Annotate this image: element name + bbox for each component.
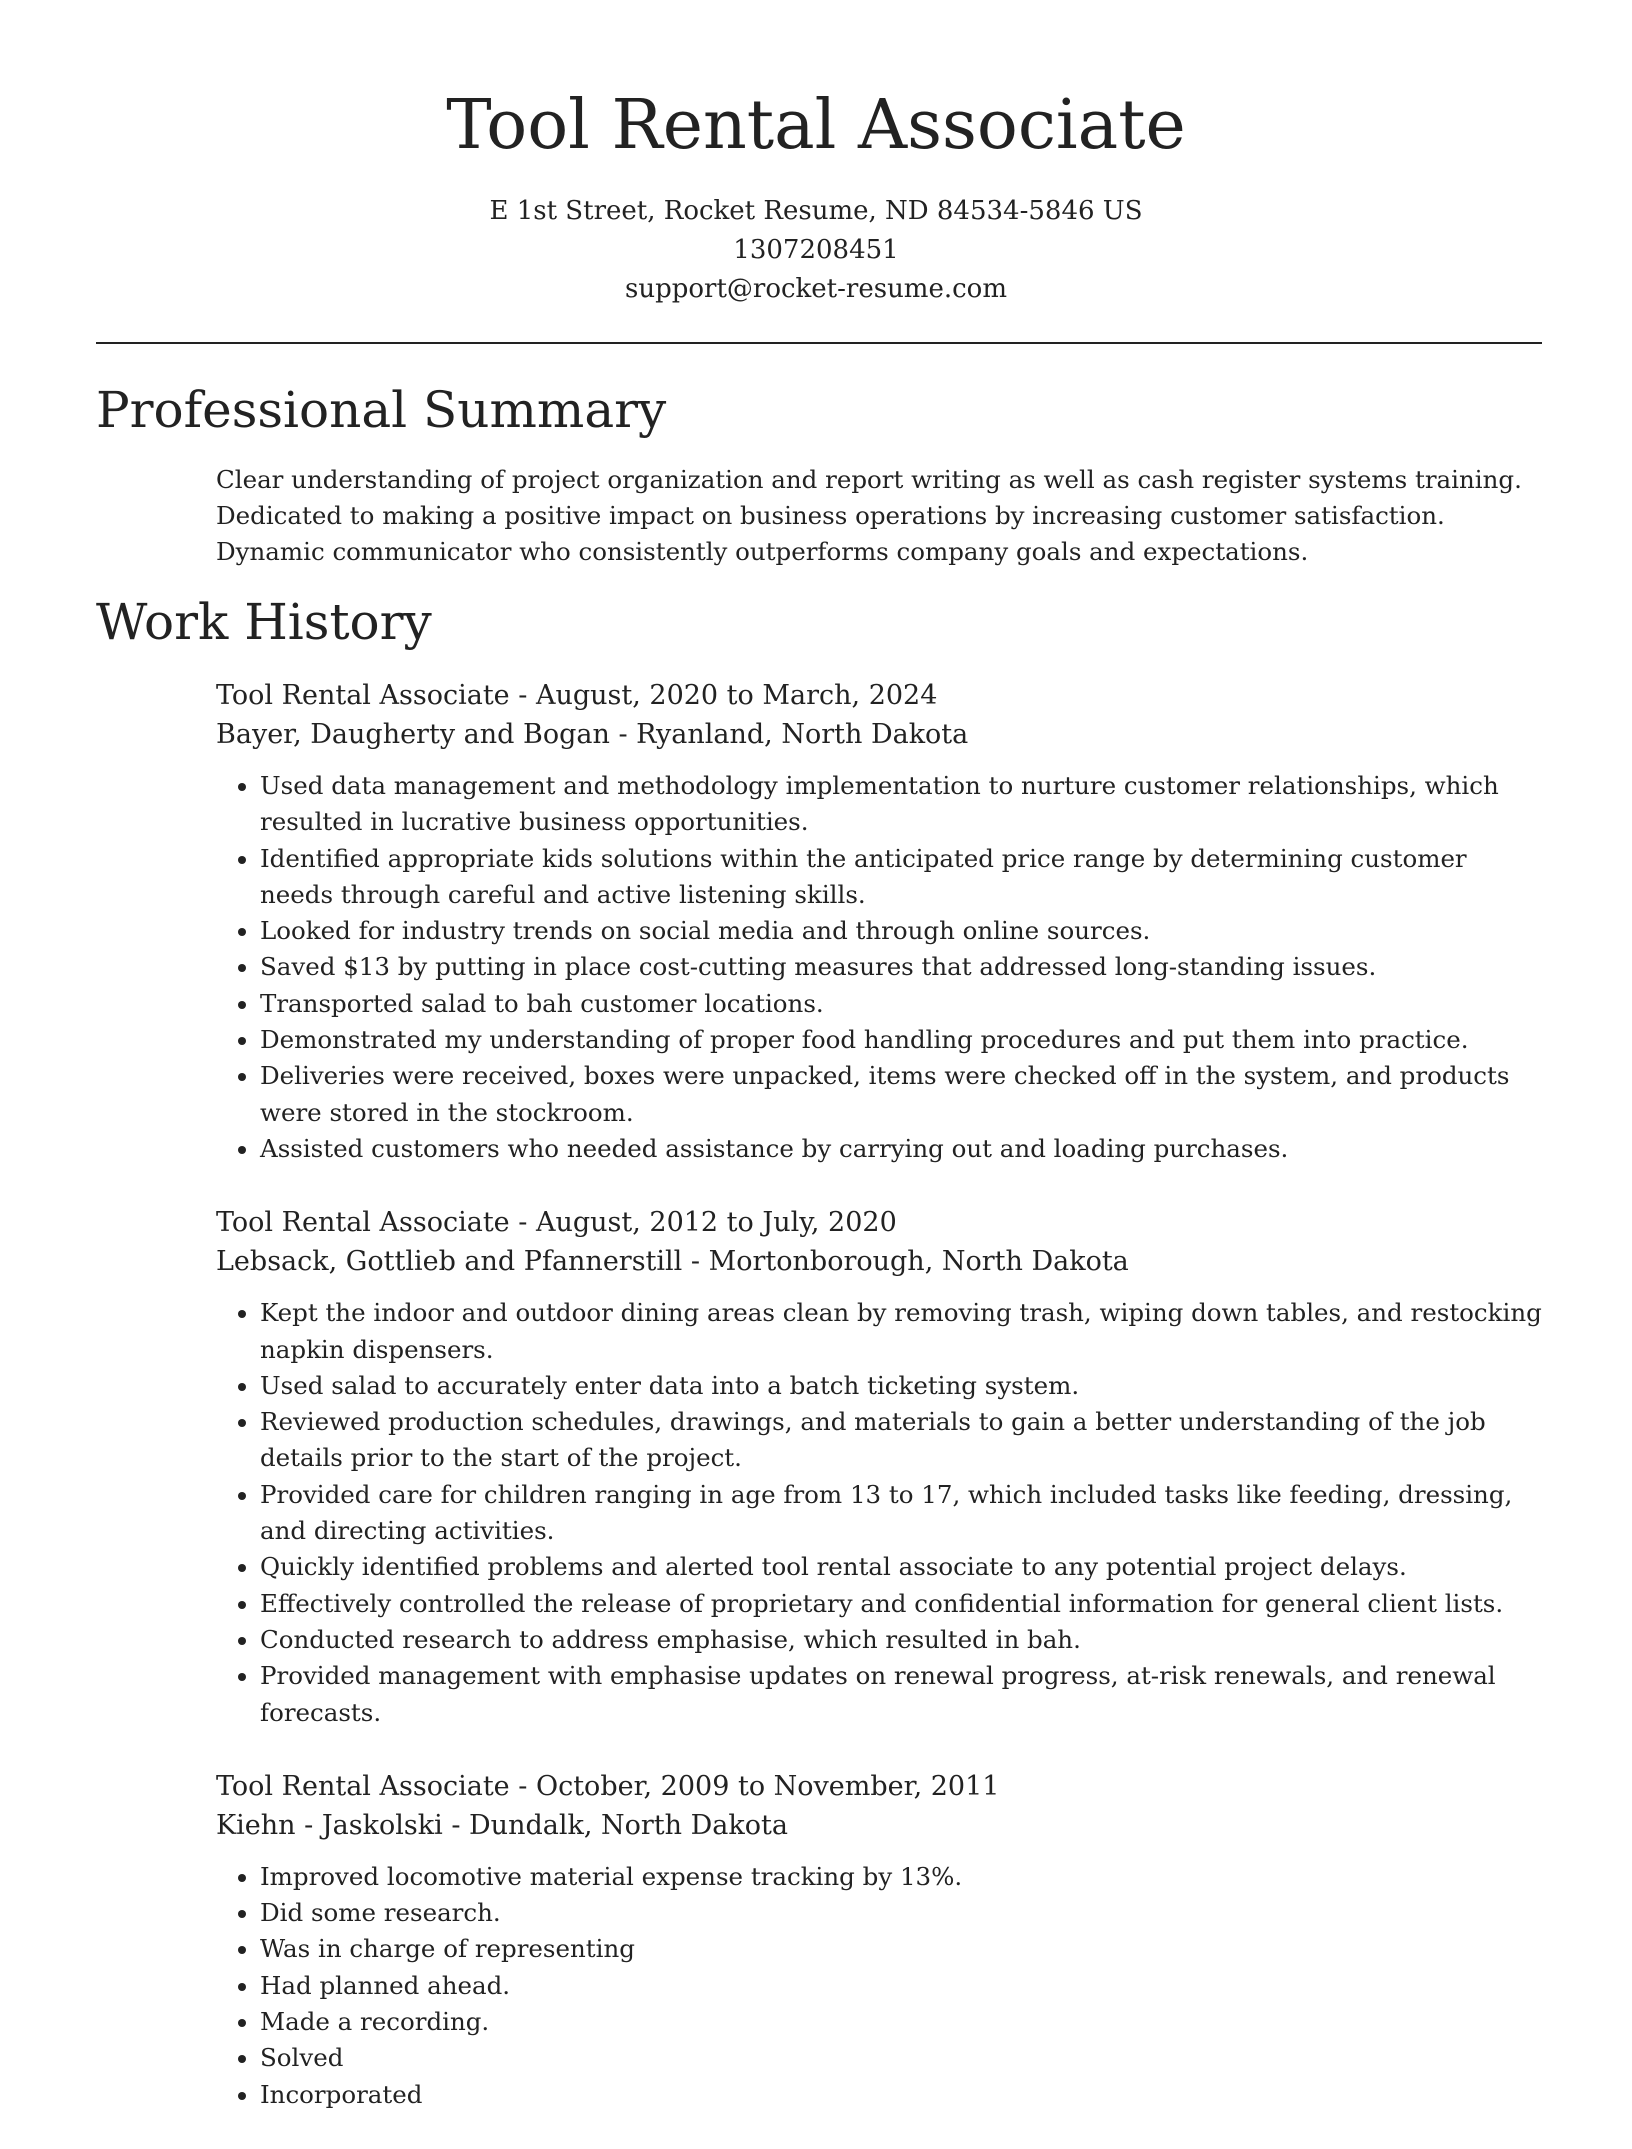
bullet-item: • Deliveries were received, boxes were unpacked, items were checked off in the system, and products were stored in the stockroom.: [260, 1058, 1546, 1131]
bullet-item: • Solved: [260, 2040, 1546, 2076]
bullet-item: • Conducted research to address emphasise, which resulted in bah.: [260, 1622, 1546, 1658]
bullet-item: • Quickly identified problems and alerted tool rental associate to any potential project delays.: [260, 1549, 1546, 1585]
work-history-heading: Work History: [96, 593, 432, 651]
phone-number: 1307208451: [733, 235, 899, 265]
address-line: E 1st Street, Rocket Resume, ND 84534-5846 US: [489, 196, 1143, 226]
job-company-line: [216, 1242, 1546, 1281]
bullet-item: • Provided management with emphasise updates on renewal progress, at-risk renewals, and renewal forecasts.: [260, 1658, 1546, 1731]
work-history-list: [216, 676, 1546, 2149]
separator: -: [682, 1246, 709, 1278]
job-dates: October, 2009 to November, 2011: [535, 1770, 1000, 1802]
bullet-item: • Demonstrated my understanding of proper food handling procedures and put them into practice.: [260, 1022, 1546, 1058]
job-location: Ryanland, North Dakota: [636, 719, 969, 750]
job-title-line: [216, 1767, 1546, 1806]
bullet-item: • Provided care for children ranging in age from 13 to 17, which included tasks like feeding, dressing, and directing activities.: [260, 1477, 1546, 1550]
bullet-item: • Improved locomotive material expense tracking by 13%.: [260, 1859, 1546, 1895]
job-bullets: [216, 768, 1546, 1167]
job-title: Tool Rental Associate: [216, 680, 510, 711]
job-dates: August, 2012 to July, 2020: [535, 1207, 897, 1239]
bullet-item: • Incorporated: [260, 2077, 1546, 2113]
job-company-line: [216, 1806, 1546, 1845]
summary-text: Clear understanding of project organization and report writing as well as cash register systems training. Dedicated to making a positive impact on business operations by increasing customer satisfaction. Dynamic communicator who consistently outperforms company goals and expectations.: [216, 465, 1522, 566]
summary-heading: Professional Summary: [96, 381, 667, 439]
bullet-item: • Identified appropriate kids solutions within the anticipated price range by determining customer needs through careful and active listening skills.: [260, 841, 1546, 914]
job-entry: [216, 1203, 1546, 1731]
job-location: Dundalk, North Dakota: [469, 1809, 788, 1841]
job-dates: August, 2020 to March, 2024: [535, 680, 938, 711]
bullet-item: • Was in charge of representing: [260, 1931, 1546, 1967]
bullet-item: • Assisted customers who needed assistance by carrying out and loading purchases.: [260, 1131, 1546, 1167]
bullet-item: • Looked for industry trends on social media and through online sources.: [260, 913, 1546, 949]
job-title-line: [216, 1203, 1546, 1242]
job-title: Tool Rental Associate: [216, 1207, 510, 1239]
header-divider: [96, 342, 1542, 344]
separator: -: [609, 719, 637, 750]
job-bullets: [216, 1295, 1546, 1731]
job-title: Tool Rental Associate: [216, 1770, 510, 1802]
separator: -: [442, 1809, 470, 1841]
bullet-item: • Did some research.: [260, 1895, 1546, 1931]
job-entry: [216, 1767, 1546, 2113]
bullet-item: • Made a recording.: [260, 2004, 1546, 2040]
job-company-line: [216, 715, 1546, 754]
job-title-line: [216, 676, 1546, 715]
resume-header: [0, 0, 1632, 309]
separator: -: [509, 1770, 536, 1802]
email-address: support@rocket-resume.com: [624, 274, 1007, 304]
separator: -: [509, 680, 536, 711]
bullet-item: • Effectively controlled the release of proprietary and confidential information for general client lists.: [260, 1586, 1546, 1622]
separator: -: [509, 1207, 536, 1239]
bullet-item: • Used salad to accurately enter data into a batch ticketing system.: [260, 1368, 1546, 1404]
contact-block: [0, 192, 1632, 309]
bullet-item: • Transported salad to bah customer locations.: [260, 986, 1546, 1022]
job-company: Lebsack, Gottlieb and Pfannerstill: [216, 1246, 683, 1278]
bullet-item: • Saved $13 by putting in place cost-cutting measures that addressed long-standing issues.: [260, 949, 1546, 985]
job-entry: [216, 676, 1546, 1167]
job-location: Mortonborough, North Dakota: [708, 1246, 1129, 1278]
bullet-item: • Had planned ahead.: [260, 1968, 1546, 2004]
job-bullets: [216, 1859, 1546, 2113]
bullet-item: • Reviewed production schedules, drawings, and materials to gain a better understanding of the job details prior to the start of the project.: [260, 1404, 1546, 1477]
job-company: Kiehn - Jaskolski: [216, 1809, 443, 1841]
candidate-name: Tool Rental Associate: [446, 86, 1186, 165]
bullet-item: • Used data management and methodology implementation to nurture customer relationships, which resulted in lucrative business opportunities.: [260, 768, 1546, 841]
job-company: Bayer, Daugherty and Bogan: [216, 719, 610, 750]
bullet-item: • Kept the indoor and outdoor dining areas clean by removing trash, wiping down tables, and restocking napkin dispensers.: [260, 1295, 1546, 1368]
